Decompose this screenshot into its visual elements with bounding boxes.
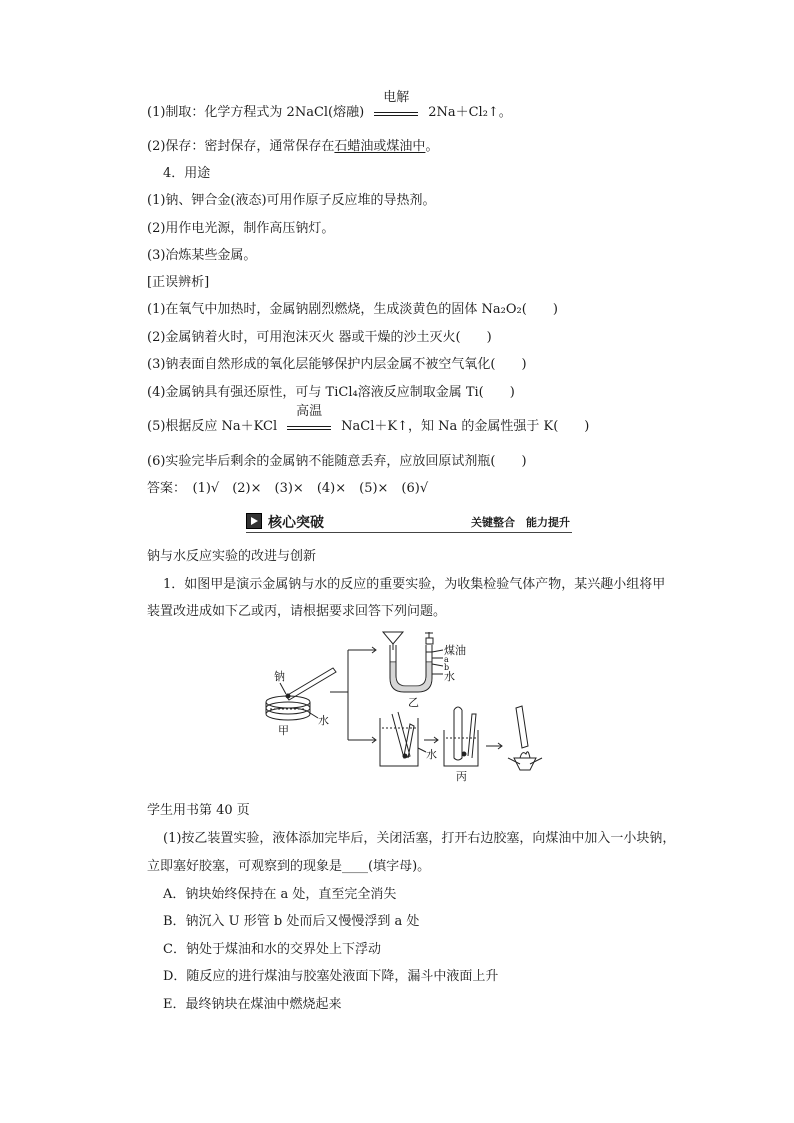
- topic-heading: 钠与水反应实验的改进与创新: [147, 549, 317, 564]
- option-c: C．钠处于煤油和水的交界处上下浮动: [163, 942, 381, 957]
- judge-4: (4)金属钠具有强还原性，可与 TiCl₄溶液反应制取金属 Ti( ): [147, 385, 515, 400]
- sub-question-1-line-2: 立即塞好胶塞，可观察到的现象是____(填字母)。: [147, 859, 431, 874]
- option-a: A．钠块始终保持在 a 处，直至完全消失: [163, 887, 397, 902]
- label-water-2: 水: [444, 670, 455, 683]
- setup-yi-fill: [391, 662, 432, 692]
- label-bing: 丙: [456, 770, 467, 783]
- label-jia: 甲: [278, 724, 289, 737]
- option-d: D．随反应的进行煤油与胶塞处液面下降，漏斗中液面上升: [163, 969, 499, 984]
- judge-1: (1)在氧气中加热时，金属钠剧烈燃烧，生成淡黄色的固体 Na₂O₂( ): [147, 302, 558, 317]
- use-2: (2)用作电光源，制作高压钠灯。: [147, 221, 335, 236]
- question-1-line-1: 1．如图甲是演示金属钠与水的反应的重要实验，为收集检验气体产物，某兴趣小组将甲: [163, 577, 666, 592]
- branch-arrows: [330, 647, 376, 743]
- store-underlined: 石蜡油或煤油中: [334, 139, 426, 154]
- option-e: E．最终钠块在煤油中燃烧起来: [163, 997, 342, 1012]
- store-line: [147, 138, 438, 156]
- sub-question-1-line-1: (1)按乙装置实验，液体添加完毕后，关闭活塞，打开右边胶塞，向煤油中加入一小块钠，: [163, 831, 676, 846]
- store-text-b: 。: [425, 139, 439, 154]
- section-subtitle: 关键整合 能力提升: [471, 516, 570, 529]
- prep-text-b: 2Na＋Cl₂↑。: [428, 105, 512, 120]
- setup-bing-2: [444, 707, 478, 766]
- electrolysis-label: 电解: [383, 90, 410, 105]
- play-icon: [246, 513, 262, 529]
- option-b: B．钠沉入 U 形管 b 处而后又慢慢浮到 a 处: [163, 914, 420, 929]
- use-1: (1)钠、钾合金(液态)可用作原子反应堆的导热剂。: [147, 193, 436, 208]
- process-arrow-1: [424, 737, 438, 743]
- section-title: 核心突破: [268, 515, 324, 531]
- high-temp-condition: [287, 404, 331, 436]
- judge-5-a: (5)根据反应 Na＋KCl: [147, 419, 278, 434]
- label-water: 水: [318, 714, 329, 727]
- store-text-a: (2)保存：密封保存，通常保存在: [147, 139, 335, 154]
- judge-2: (2)金属钠着火时，可用泡沫灭火 器或干燥的沙土灭火( ): [147, 330, 492, 345]
- judge-title: [正误辨析]: [147, 275, 210, 290]
- judge-5: [147, 404, 590, 436]
- judge-6: (6)实验完毕后剩余的金属钠不能随意丢弃，应放回原试剂瓶( ): [147, 454, 527, 469]
- label-na: 钠: [274, 670, 285, 683]
- label-yi: 乙: [408, 696, 419, 709]
- electrolysis-condition: [374, 90, 418, 122]
- use-3: (3)冶炼某些金属。: [147, 248, 257, 263]
- use-title: 4．用途: [163, 166, 211, 181]
- section-header: [246, 512, 572, 533]
- apparatus-diagram: [258, 630, 578, 785]
- page-reference: 学生用书第 40 页: [147, 803, 250, 818]
- question-1-line-2: 装置改进成如下乙或丙，请根据要求回答下列问题。: [147, 604, 447, 619]
- judge-5-b: NaCl＋K↑，知 Na 的金属性强于 K( ): [341, 419, 590, 434]
- apparatus-figure: [258, 630, 578, 785]
- setup-bing-1: [380, 712, 426, 766]
- label-kerosene: 煤油: [444, 644, 466, 657]
- setup-bing-3: [508, 706, 542, 770]
- answer-line: 答案： (1)√ (2)× (3)× (4)× (5)× (6)√: [147, 481, 429, 496]
- process-arrow-2: [486, 743, 502, 749]
- judge-3: (3)钠表面自然形成的氧化层能够保护内层金属不被空气氧化( ): [147, 357, 527, 372]
- prep-line: [147, 90, 512, 122]
- prep-text-a: (1)制取：化学方程式为 2NaCl(熔融): [147, 105, 365, 120]
- label-a: a: [444, 655, 449, 664]
- label-water-3: 水: [426, 748, 437, 761]
- label-b: b: [444, 663, 450, 672]
- high-temp-label: 高温: [296, 404, 323, 419]
